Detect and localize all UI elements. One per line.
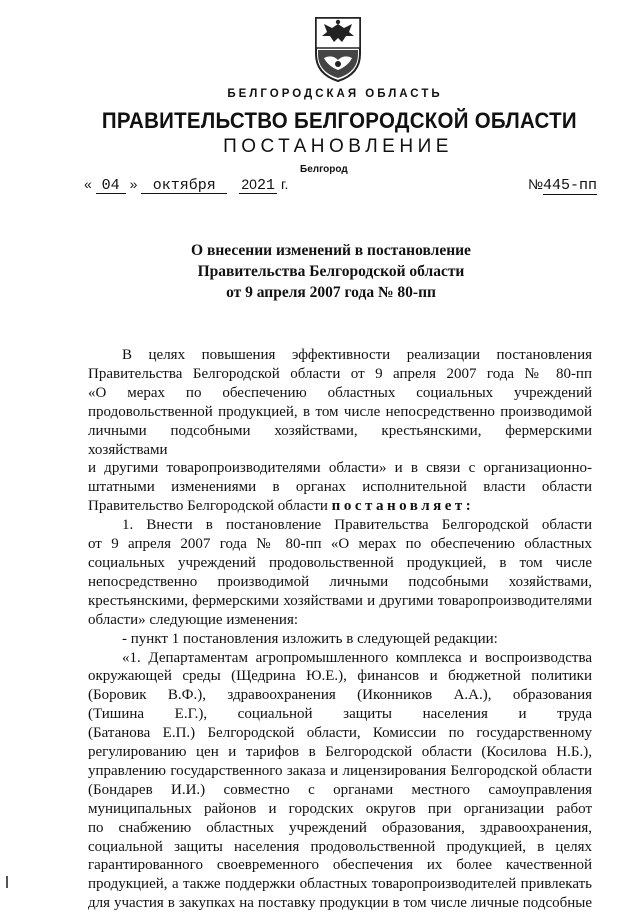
- body-line-resolves: [88, 497, 592, 516]
- body-line: гарантированного своевременного обеспечения их более качественной: [88, 857, 592, 874]
- body-line: социальной защиты населения продовольственной продукцией, в целях: [88, 838, 592, 855]
- title-line: от 9 апреля 2007 года № 80-пп: [226, 284, 436, 301]
- resolves-prefix: Правительство Белгородской области: [88, 498, 332, 515]
- body-line: (Батанова Е.П.) Белгородской области, Комиссии по государственному: [88, 725, 592, 742]
- date-year-field: [239, 177, 277, 194]
- government-name: ПРАВИТЕЛЬСТВО БЕЛГОРОДСКОЙ ОБЛАСТИ: [101, 108, 577, 133]
- body-line: (Боровик В.Ф.), здравоохранения (Иконников А.А.), образования: [88, 687, 592, 704]
- body-line: области» следующие изменения:: [88, 611, 299, 628]
- date-day: 04: [101, 177, 120, 194]
- body-line: крестьянскими, фермерскими хозяйствами и другими товаропроизводителями: [88, 592, 592, 609]
- number-prefix: №: [528, 176, 544, 192]
- title-line: Правительства Белгородской области: [197, 263, 465, 280]
- body-line: «1. Департаментам агропромышленного комплекса и воспроизводства: [122, 649, 592, 666]
- body-line: муниципальных районов и городских округов при организации работ: [88, 800, 592, 817]
- coat-of-arms-icon: [312, 14, 364, 84]
- body-line: «О мерах по обеспечению областных социальных учреждений: [88, 384, 592, 401]
- resolves-word: постановляет:: [331, 498, 475, 515]
- body-line: (Бондарев И.И.) совместно с органами местного самоуправления: [88, 781, 592, 798]
- document-number: [528, 176, 597, 194]
- document-date: [84, 176, 288, 194]
- date-month: октября: [152, 177, 216, 194]
- number-value: 445-пп: [543, 177, 598, 194]
- body-line: управлению государственного заказа и лицензирования Белгородской области: [88, 762, 592, 779]
- body-line: по снабжению областных учреждений образования, здравоохранения,: [88, 819, 592, 836]
- body-line: для участия в закупках на поставку продукции в том числе личные подсобные: [88, 895, 592, 912]
- body-line: личными подсобными хозяйствами, крестьянскими, фермерскими хозяйствами: [88, 422, 592, 458]
- body-line: продовольственной продукцией, в том числе непосредственно производимой: [88, 403, 592, 420]
- body-line: (Тишина Е.Г.), социальной защиты населения и труда: [88, 706, 592, 723]
- scan-margin-mark: [6, 876, 8, 888]
- body-line: Правительства Белгородской области от 9 апреля 2007 года № 80-пп: [88, 365, 592, 382]
- date-year-hand: 21: [256, 177, 275, 194]
- body-line: регулированию цен и тарифов в Белгородской области (Косилова Н.Б.),: [88, 744, 592, 761]
- title-line: О внесении изменений в постановление: [191, 242, 471, 259]
- city-name: Белгород: [300, 164, 348, 175]
- document-body: [88, 346, 592, 913]
- document-type: ПОСТАНОВЛЕНИЕ: [223, 136, 453, 157]
- body-line: и другими товаропроизводителями области» и в связи с организационно-: [88, 460, 592, 477]
- body-line: непосредственно производимой личными подсобными хозяйствами,: [88, 573, 592, 590]
- date-day-field: [96, 177, 126, 194]
- document-title: [0, 240, 640, 303]
- body-line: социальных учреждений продовольственной продукцией, в том числе: [88, 554, 592, 571]
- body-line: - пункт 1 постановления изложить в следующей редакции:: [122, 630, 498, 647]
- date-month-field: [141, 177, 227, 194]
- date-open-quote: «: [84, 176, 92, 192]
- body-line: В целях повышения эффективности реализации постановления: [122, 347, 592, 363]
- date-year-prefix: 20: [241, 176, 257, 192]
- body-line: от 9 апреля 2007 года № 80-пп «О мерах по обеспечению областных: [88, 536, 592, 553]
- date-year-suffix: г.: [281, 176, 289, 192]
- region-name: БЕЛГОРОДСКАЯ ОБЛАСТЬ: [227, 88, 443, 100]
- body-line: окружающей среды (Щедрина Ю.Е.), финансов и бюджетной политики: [88, 668, 592, 685]
- body-line: продукцией, а также поддержки областных товаропроизводителей привлекать: [88, 876, 592, 893]
- date-close-quote: »: [129, 176, 138, 192]
- body-line: штатными изменениями в органах исполнительной власти области: [88, 479, 592, 496]
- body-line: 1. Внести в постановление Правительства Белгородской области: [122, 517, 592, 534]
